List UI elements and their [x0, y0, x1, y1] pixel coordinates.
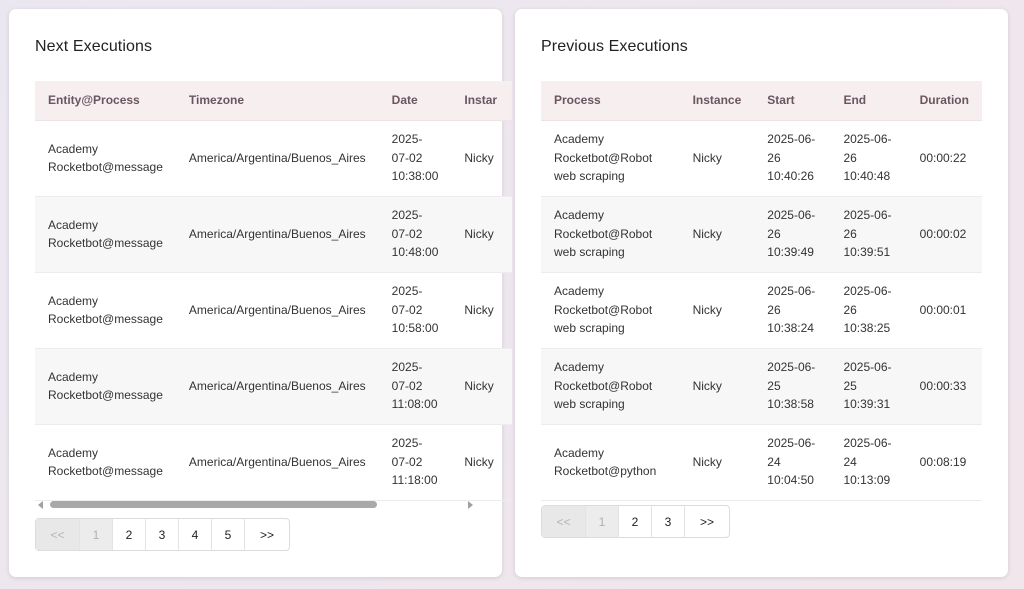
- instance-cell: Nicky: [680, 272, 755, 348]
- start-line: 2025-06-: [767, 436, 816, 451]
- start-line: 26: [767, 150, 781, 165]
- process-cell: [35, 196, 176, 272]
- process-line: Rocketbot@Robot: [554, 226, 653, 241]
- date-cell: [379, 348, 452, 424]
- table-row: [35, 196, 512, 272]
- instance-cell: Nicky: [451, 120, 512, 196]
- end-line: 2025-06-: [843, 284, 892, 299]
- end-line: 26: [843, 302, 857, 317]
- process-cell: [541, 424, 680, 500]
- timezone-cell: America/Argentina/Buenos_Aires: [176, 424, 379, 500]
- pagination-last-button[interactable]: >>: [699, 514, 714, 529]
- process-line: Academy: [48, 369, 99, 384]
- instance-cell: Nicky: [451, 272, 512, 348]
- date-line: 07-02: [391, 302, 423, 317]
- instance-cell: Nicky: [680, 424, 755, 500]
- column-header-duration[interactable]: Duration: [907, 81, 982, 120]
- next-executions-pagination: [35, 518, 290, 551]
- start-line: 2025-06-: [767, 360, 816, 375]
- pagination-page-4[interactable]: 4: [179, 519, 212, 550]
- start-line: 10:40:26: [767, 169, 814, 184]
- date-line: 07-02: [391, 150, 423, 165]
- end-cell: [830, 424, 906, 500]
- date-line: 07-02: [391, 378, 423, 393]
- process-line: Rocketbot@Robot: [554, 150, 653, 165]
- end-line: 26: [843, 226, 857, 241]
- end-line: 10:39:31: [843, 397, 891, 412]
- process-line: web scraping: [554, 169, 625, 184]
- previous-executions-pagination: [541, 505, 730, 538]
- start-line: 26: [767, 302, 781, 317]
- column-header-timezone[interactable]: Timezone: [176, 81, 379, 120]
- previous-executions-table-container: [541, 81, 982, 500]
- date-cell: [379, 196, 452, 272]
- duration-cell: 00:00:02: [907, 196, 982, 272]
- scroll-right-arrow-icon[interactable]: [468, 501, 473, 509]
- process-line: web scraping: [554, 397, 625, 412]
- instance-cell: Nicky: [451, 424, 512, 500]
- table-row: [35, 272, 512, 348]
- process-line: web scraping: [554, 245, 625, 260]
- next-executions-table: [35, 81, 512, 501]
- scrollbar-thumb[interactable]: [50, 501, 377, 508]
- process-line: Academy: [48, 445, 99, 460]
- pagination-page-2[interactable]: 2: [113, 519, 146, 550]
- timezone-cell: America/Argentina/Buenos_Aires: [176, 348, 379, 424]
- process-line: Academy: [48, 141, 99, 156]
- process-cell: [35, 424, 176, 500]
- end-line: 10:13:09: [843, 473, 891, 488]
- end-line: 2025-06-: [843, 208, 892, 223]
- date-line: 2025-: [391, 436, 423, 451]
- instance-cell: Nicky: [451, 196, 512, 272]
- end-cell: [830, 272, 906, 348]
- start-line: 24: [767, 454, 781, 469]
- table-header-row: [35, 81, 512, 120]
- process-line: Academy: [554, 284, 605, 299]
- previous-executions-table: [541, 81, 982, 501]
- process-line: Academy: [554, 208, 605, 223]
- end-cell: [830, 120, 906, 196]
- process-line: Rocketbot@message: [48, 236, 163, 250]
- start-line: 10:39:49: [767, 245, 814, 260]
- end-line: 2025-06-: [843, 360, 892, 375]
- date-line: 07-02: [391, 454, 423, 469]
- pagination-page-1[interactable]: 1: [586, 506, 619, 537]
- pagination-first-button[interactable]: <<: [542, 506, 586, 537]
- process-line: Rocketbot@message: [48, 160, 163, 174]
- start-line: 26: [767, 226, 781, 241]
- start-line: 2025-06-: [767, 132, 816, 147]
- table-row: [35, 424, 512, 500]
- end-line: 2025-06-: [843, 436, 892, 451]
- instance-cell: Nicky: [680, 348, 755, 424]
- process-cell: [35, 348, 176, 424]
- date-line: 2025-: [391, 132, 423, 147]
- timezone-cell: America/Argentina/Buenos_Aires: [176, 196, 379, 272]
- table-row: [541, 120, 982, 196]
- process-line: Academy: [554, 132, 605, 147]
- process-line: Academy: [554, 445, 605, 460]
- process-line: Rocketbot@Robot: [554, 378, 653, 393]
- process-line: Rocketbot@Robot: [554, 302, 653, 317]
- next-executions-title: Next Executions: [35, 38, 153, 55]
- date-cell: [379, 120, 452, 196]
- process-line: web scraping: [554, 321, 625, 336]
- process-cell: [541, 348, 680, 424]
- start-cell: [754, 348, 830, 424]
- previous-executions-title: Previous Executions: [541, 38, 688, 55]
- instance-cell: Nicky: [680, 196, 755, 272]
- end-line: 10:38:25: [843, 321, 891, 336]
- date-line: 2025-: [391, 208, 423, 223]
- scroll-left-arrow-icon[interactable]: [38, 501, 43, 509]
- timezone-cell: America/Argentina/Buenos_Aires: [176, 120, 379, 196]
- end-line: 26: [843, 150, 857, 165]
- date-line: 2025-: [391, 360, 423, 375]
- pagination-last-button[interactable]: >>: [259, 527, 274, 542]
- next-executions-table-container[interactable]: [35, 81, 498, 500]
- end-line: 10:39:51: [843, 245, 891, 260]
- start-line: 2025-06-: [767, 284, 816, 299]
- pagination-page-3[interactable]: 3: [652, 506, 685, 537]
- process-cell: [541, 196, 680, 272]
- date-cell: [379, 424, 452, 500]
- date-line: 07-02: [391, 226, 423, 241]
- process-cell: [35, 120, 176, 196]
- column-header-start[interactable]: Start: [754, 81, 830, 120]
- date-cell: [379, 272, 452, 348]
- process-cell: [541, 120, 680, 196]
- start-cell: [754, 272, 830, 348]
- start-cell: [754, 196, 830, 272]
- process-line: Academy: [48, 293, 99, 308]
- process-cell: [541, 272, 680, 348]
- duration-cell: 00:08:19: [907, 424, 982, 500]
- process-line: Rocketbot@message: [48, 312, 163, 326]
- pagination-page-3[interactable]: 3: [146, 519, 179, 550]
- start-cell: [754, 120, 830, 196]
- date-line: 11:18:00: [391, 473, 438, 488]
- pagination-page-2[interactable]: 2: [619, 506, 652, 537]
- end-cell: [830, 196, 906, 272]
- date-line: 10:38:00: [391, 169, 439, 184]
- column-header-instance[interactable]: Instar: [451, 81, 512, 120]
- horizontal-scrollbar[interactable]: [35, 500, 476, 509]
- start-line: 10:04:50: [767, 473, 814, 488]
- column-header-entity-process[interactable]: Entity@Process: [35, 81, 176, 120]
- start-line: 2025-06-: [767, 208, 816, 223]
- instance-cell: Nicky: [451, 348, 512, 424]
- start-line: 10:38:24: [767, 321, 814, 336]
- process-line: Rocketbot@message: [48, 464, 163, 478]
- table-row: [35, 120, 512, 196]
- process-line: Rocketbot@message: [48, 388, 163, 402]
- table-row: [541, 424, 982, 500]
- date-line: 10:58:00: [391, 321, 439, 336]
- column-header-instance[interactable]: Instance: [680, 81, 755, 120]
- column-header-date[interactable]: Date: [379, 81, 452, 120]
- process-line: Rocketbot@python: [554, 464, 657, 478]
- date-line: 10:48:00: [391, 245, 439, 260]
- date-line: 11:08:00: [391, 397, 438, 412]
- table-row: [541, 196, 982, 272]
- duration-cell: 00:00:22: [907, 120, 982, 196]
- table-row: [541, 272, 982, 348]
- instance-cell: Nicky: [680, 120, 755, 196]
- date-line: 2025-: [391, 284, 423, 299]
- end-line: 25: [843, 378, 857, 393]
- start-cell: [754, 424, 830, 500]
- pagination-page-5[interactable]: 5: [212, 519, 245, 550]
- start-line: 10:38:58: [767, 397, 814, 412]
- process-line: Academy: [48, 217, 99, 232]
- duration-cell: 00:00:01: [907, 272, 982, 348]
- previous-executions-card: [515, 9, 1008, 577]
- pagination-first-button[interactable]: <<: [36, 519, 80, 550]
- duration-cell: 00:00:33: [907, 348, 982, 424]
- table-row: [35, 348, 512, 424]
- start-line: 25: [767, 378, 781, 393]
- end-line: 2025-06-: [843, 132, 892, 147]
- end-cell: [830, 348, 906, 424]
- column-header-process[interactable]: Process: [541, 81, 680, 120]
- next-executions-card: [9, 9, 502, 577]
- end-line: 10:40:48: [843, 169, 891, 184]
- timezone-cell: America/Argentina/Buenos_Aires: [176, 272, 379, 348]
- pagination-page-1[interactable]: 1: [80, 519, 113, 550]
- process-cell: [35, 272, 176, 348]
- process-line: Academy: [554, 360, 605, 375]
- column-header-end[interactable]: End: [830, 81, 906, 120]
- end-line: 24: [843, 454, 857, 469]
- table-header-row: [541, 81, 982, 120]
- table-row: [541, 348, 982, 424]
